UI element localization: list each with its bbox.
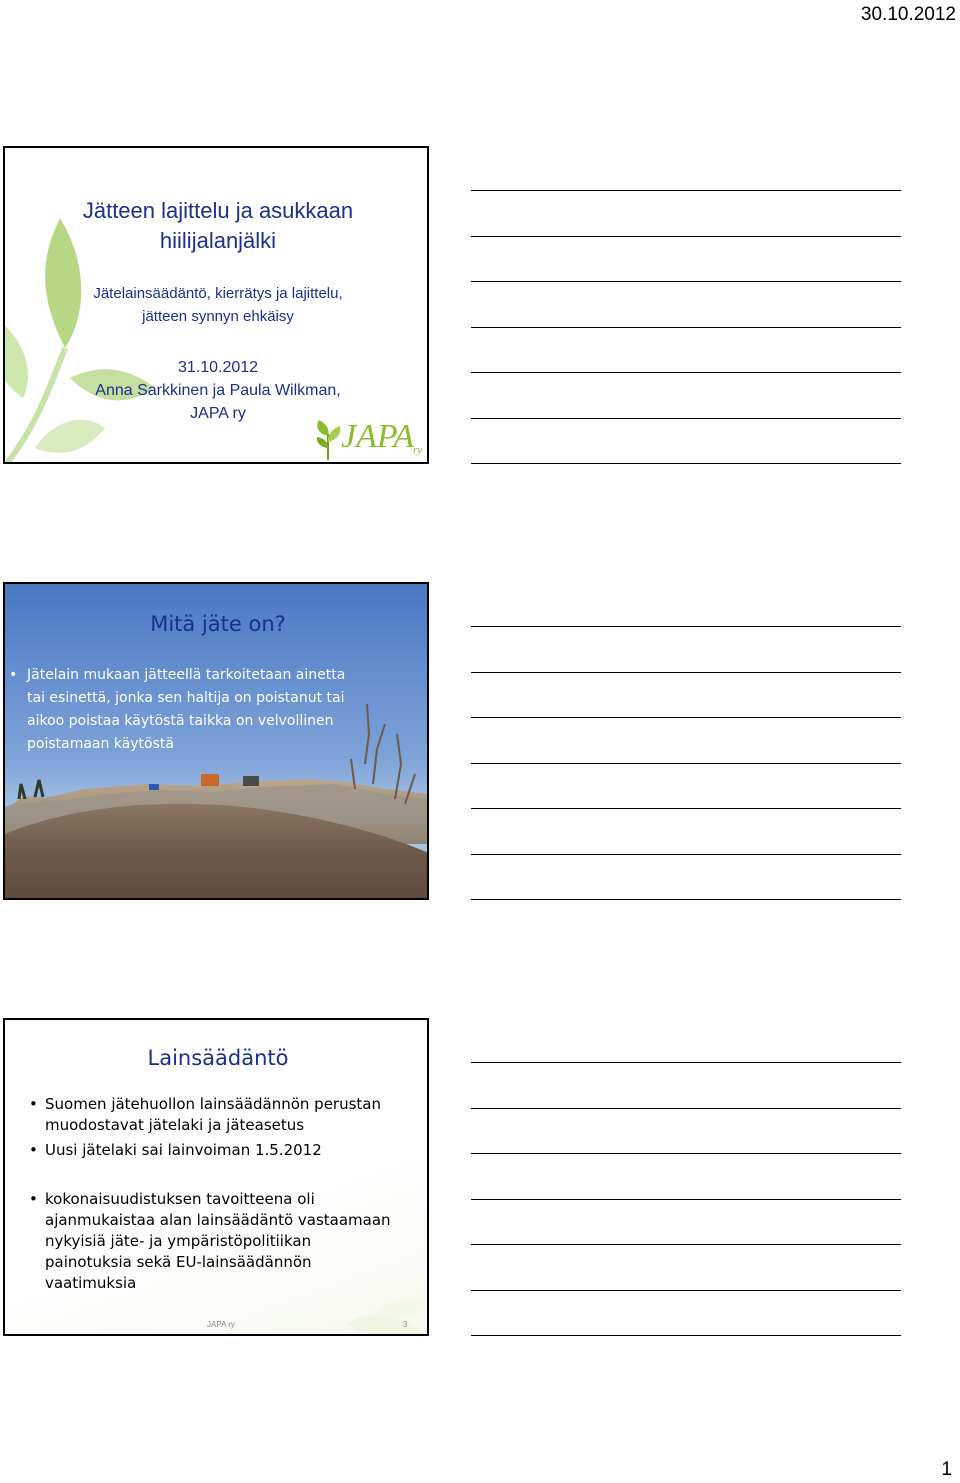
logo-text: JAPA <box>341 418 415 455</box>
slide1-date: 31.10.2012 <box>177 359 259 376</box>
note-line <box>471 808 901 809</box>
note-line <box>471 1335 901 1336</box>
note-line <box>471 672 901 673</box>
note-line <box>471 190 901 191</box>
slide3-bullet-list <box>5 1094 429 1294</box>
slide1-subtitle-line: jätteen synnyn ehkäisy <box>142 308 294 325</box>
note-line <box>471 281 901 282</box>
note-line <box>471 327 901 328</box>
note-line <box>471 463 901 464</box>
slide3-line: vaatimuksia <box>45 1274 137 1292</box>
slide-legislation <box>3 1018 429 1336</box>
slide1-meta <box>5 356 429 425</box>
bullet-icon: • <box>9 667 18 683</box>
note-line <box>471 763 901 764</box>
slide2-line: tai esinettä, jonka sen haltija on poistanut tai <box>27 690 345 706</box>
slide1-title-line: hiilijalanjälki <box>159 228 277 253</box>
slide1-title <box>5 196 429 256</box>
slide2-bullet <box>9 664 407 756</box>
slide3-line: kokonaisuudistuksen tavoitteena oli <box>45 1190 315 1208</box>
note-line <box>471 626 901 627</box>
slide1-subtitle <box>5 282 429 328</box>
page-number: 1 <box>941 1459 952 1480</box>
logo-leaf-icon <box>313 420 343 460</box>
bullet-icon: • <box>29 1095 38 1113</box>
slide-title <box>3 146 429 464</box>
footer-slide-number: 3 <box>403 1320 408 1329</box>
note-line <box>471 418 901 419</box>
slide1-organization: JAPA ry <box>190 405 246 422</box>
slide3-line: nykyisiä jäte- ja ympäristöpolitiikan <box>45 1232 312 1250</box>
note-line <box>471 1153 901 1154</box>
japa-logo <box>313 416 425 462</box>
slide1-title-line: Jätteen lajittelu ja asukkaan <box>82 198 354 223</box>
note-line <box>471 1290 901 1291</box>
slide2-title: Mitä jäte on? <box>150 612 286 636</box>
note-line <box>471 1108 901 1109</box>
note-line <box>471 717 901 718</box>
slide2-line: Jätelain mukaan jätteellä tarkoitetaan ainetta <box>27 667 346 683</box>
note-line <box>471 1062 901 1063</box>
slide3-line: Suomen jätehuollon lainsäädännön perustan <box>45 1095 381 1113</box>
slide2-line: poistamaan käytöstä <box>27 736 174 752</box>
bullet-icon: • <box>29 1190 38 1208</box>
note-line <box>471 1244 901 1245</box>
slide3-line: ajanmukaistaa alan lainsäädäntö vastaamaan <box>45 1211 391 1229</box>
note-line <box>471 1199 901 1200</box>
note-line <box>471 236 901 237</box>
footer-organization: JAPA ry <box>207 1320 235 1329</box>
slide2-line: aikoo poistaa käytöstä taikka on velvollinen <box>27 713 334 729</box>
slide3-line: painotuksia sekä EU-lainsäädännön <box>45 1253 312 1271</box>
slide1-authors: Anna Sarkkinen ja Paula Wilkman, <box>95 382 341 399</box>
slide1-subtitle-line: Jätelainsäädäntö, kierrätys ja lajittelu, <box>93 285 343 302</box>
slide3-bullet <box>5 1094 429 1136</box>
slide-waste-definition <box>3 582 429 900</box>
note-line <box>471 372 901 373</box>
slide3-bullet <box>5 1189 429 1294</box>
slide3-bullet <box>5 1140 429 1161</box>
slide3-line: muodostavat jätelaki ja jäteasetus <box>45 1116 305 1134</box>
logo-suffix: ry <box>413 444 423 456</box>
slide3-line: Uusi jätelaki sai lainvoiman 1.5.2012 <box>45 1141 322 1159</box>
slide3-title: Lainsäädäntö <box>147 1046 289 1070</box>
bullet-icon: • <box>29 1141 38 1159</box>
note-line <box>471 899 901 900</box>
page-date: 30.10.2012 <box>860 4 956 25</box>
note-line <box>471 854 901 855</box>
